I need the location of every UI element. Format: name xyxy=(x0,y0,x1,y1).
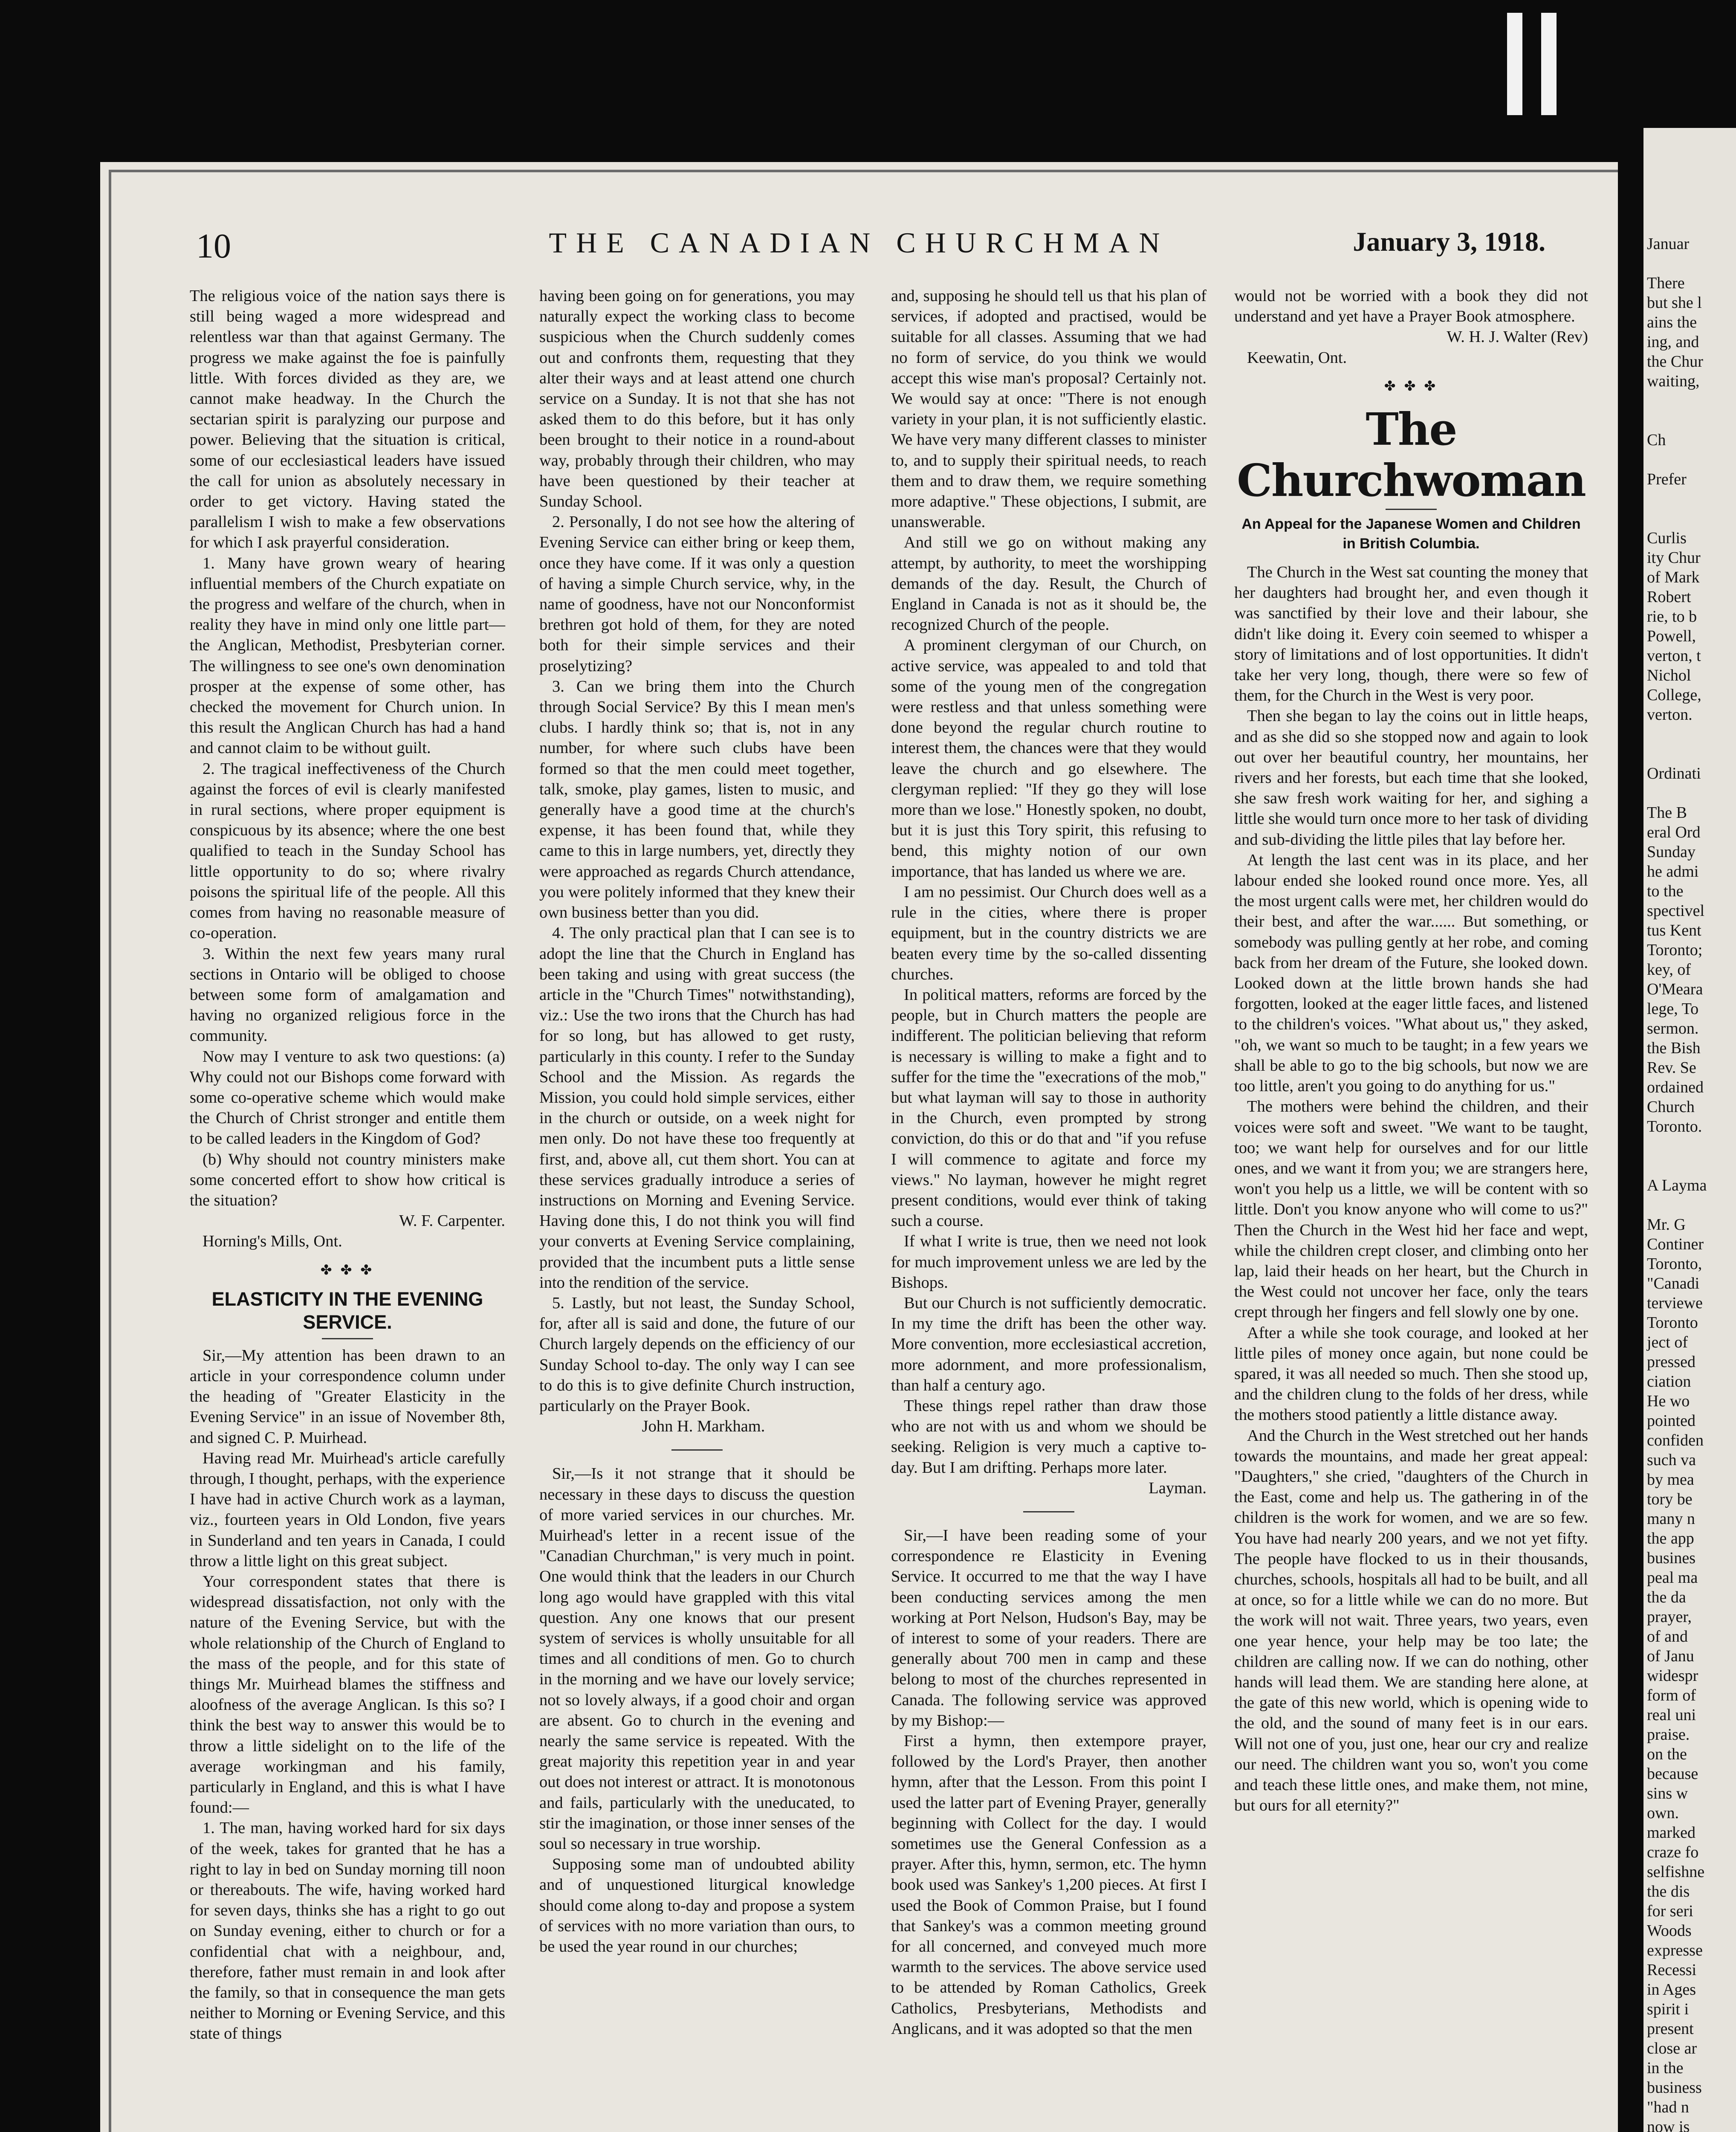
next-page-fragment: Rev. Se xyxy=(1647,1059,1696,1077)
next-page-fragment: real uni xyxy=(1647,1706,1696,1724)
next-page-fragment: prayer, xyxy=(1647,1608,1692,1626)
next-page-fragment: spirit i xyxy=(1647,2000,1689,2018)
next-page-fragment: many n xyxy=(1647,1510,1695,1528)
next-page-fragment: by mea xyxy=(1647,1471,1694,1489)
next-page-fragment: Sunday xyxy=(1647,843,1695,861)
next-page-fragment: Curlis xyxy=(1647,529,1687,547)
letter-markham xyxy=(190,1345,505,2044)
paragraph: Sir,—My attention has been drawn to an article in your correspondence column under the heading of "Greater Elasticity in the Evening Service" in an issue of November 8th, and signed C. P. Muirhead. xyxy=(190,1346,505,1447)
next-page-fragment: in Ages xyxy=(1647,1981,1696,1999)
signature: W. F. Carpenter. xyxy=(399,1212,505,1230)
next-page-fragment: spectivel xyxy=(1647,902,1705,920)
paragraph: Sir,—I have been reading some of your correspondence re Elasticity in Evening Service. It occurred to me that the way I have been conducting services among the men working at Port Nelson, Hudson's Bay, may be of interest to some of your readers. There are generally about 700 men in camp and these belong to most of the churches represented in Canada. The following service was approved by my Bishop:— xyxy=(891,1526,1207,1729)
next-page-fragment: verton. xyxy=(1647,706,1693,724)
next-page-fragment: ity Chur xyxy=(1647,549,1701,567)
next-page-fragment: widespr xyxy=(1647,1667,1698,1685)
ornament: ✤ ✤ ✤ xyxy=(320,1262,375,1277)
paragraph: The religious voice of the nation says there is still being waged a more widespread and relentless war than that against Germany. The progress we make against the foe is painfully little. With forces divided as they are, we cannot make headway. In the Church the sectarian spirit is paralyzing our purpose and power. Believing that the situation is critical, some of our ecclesiastical leaders have issued the call for union as absolutely necessary in order to get victory. Having stated the parallelism I wish to make a few observations for which I ask prayerful consideration. xyxy=(190,287,505,552)
ornament: ✤ ✤ ✤ xyxy=(1384,378,1438,394)
next-page-fragment: for seri xyxy=(1647,1902,1693,1920)
next-page-fragment: marked xyxy=(1647,1824,1695,1842)
next-page-fragment: Toronto; xyxy=(1647,941,1703,959)
section-heading: The Churchwoman xyxy=(1237,403,1586,507)
column-1 xyxy=(190,286,505,2044)
paragraph: 5. Lastly, but not least, the Sunday School, for, after all is said and done, the future of our Church largely depends on the efficiency of our Sunday School to-day. The only way I can see to do this is to give definite Church instruction, particularly on the Prayer Book. xyxy=(539,1294,855,1415)
next-page-fragment: praise. xyxy=(1647,1726,1690,1744)
next-page-fragment: terviewe xyxy=(1647,1294,1703,1312)
column-2 xyxy=(539,286,855,1957)
paragraph: After a while she took courage, and looked at her little piles of money once again, but none could be spared, it was all needed so much. Then she stood up, and the children clung to the folds of her dress, while the mothers stood patiently a little distance away. xyxy=(1234,1324,1588,1424)
next-page-fragment: craze fo xyxy=(1647,1843,1699,1861)
next-page-fragment: of and xyxy=(1647,1628,1688,1645)
next-page-fragment: sins w xyxy=(1647,1784,1688,1802)
paragraph: These things repel rather than draw those who are not with us and whom we should be seeking. Religion is very much a captive to-day. But I am drifting. Perhaps more later. xyxy=(891,1396,1207,1477)
newspaper-page xyxy=(100,162,1618,2132)
next-page-fragment: sermon. xyxy=(1647,1020,1699,1037)
next-page-fragment: pointed xyxy=(1647,1412,1695,1430)
next-page-fragment: Woods xyxy=(1647,1922,1692,1940)
next-page-fragment: waiting, xyxy=(1647,372,1700,390)
next-page-fragment: peal ma xyxy=(1647,1569,1698,1587)
letter-carpenter xyxy=(190,286,505,1252)
paragraph: 4. The only practical plan that I can see is to adopt the line that the Church in England has been taking and using with great success (the article in the "Church Times" notwithstanding), viz.: Use the two irons that the Church has had for so long, but has allowed to get rusty, particularly in this county. I refer to the Sunday School and the Mission. As regards the Mission, you could hold simple services, either in the church or outside, on a week night for men only. Do not have these too frequently at first, and, above all, cut them short. You can at these services gradually introduce a series of instructions on Morning and Evening Service. Having done this, I do not think you will find your converts at Evening Service complaining, provided that the incumbent puts a little sense into the rendition of the service. xyxy=(539,924,855,1292)
paragraph: would not be worried with a book they did not understand and yet have a Prayer Book atmosphere. xyxy=(1234,287,1588,326)
issue-date: January 3, 1918. xyxy=(1353,226,1545,257)
paragraph: (b) Why should not country ministers make some concerted effort to show how critical is the situation? xyxy=(190,1150,505,1209)
next-page-fragment: A Layma xyxy=(1647,1176,1707,1194)
next-page-fragment: the da xyxy=(1647,1588,1686,1606)
next-page-fragment: verton, t xyxy=(1647,647,1701,665)
paragraph: and, supposing he should tell us that his plan of services, if adopted and practised, would be suitable for all classes. Assuming that we had no form of service, do you think we would accept this wise man's proposal? Certainly not. We would say at once: "There is not enough variety in your plan, it is not sufficiently elastic. We have very many different classes to minister to, and to supply their spiritual needs, to reach them and to draw them, we require something more adaptive." These objections, I submit, are unanswerable. xyxy=(891,287,1207,531)
next-page-fragment: Recessi xyxy=(1647,1961,1697,1979)
next-page-fragment: Continer xyxy=(1647,1235,1704,1253)
next-page-fragment: now is xyxy=(1647,2118,1690,2132)
paragraph: Supposing some man of undoubted ability and of unquestioned liturgical knowledge should come along to-day and propose a system of services with no more variation than ours, to be used the year round in our churches; xyxy=(539,1855,855,1956)
paragraph: Sir,—Is it not strange that it should be necessary in these days to discuss the question of more varied services in our churches. Mr. Muirhead's letter in a recent issue of the "Canadian Churchman," is very much in point. One would think that the leaders in our Church long ago would have grappled with this vital question. Any one knows that our present system of services is wholly unsuitable for all times and all conditions of men. Go to church in the morning and we have our lovely service; not so lovely always, if a good choir and organ are absent. Go to church in the evening and nearly the same service is repeated. With the great majority this repetition year in and year out does not interest or attract. It is monotonous and fails, particularly with the uneducated, to stir the imagination, or those inner senses of the soul so necessary in true worship. xyxy=(539,1465,855,1853)
paragraph: A prominent clergyman of our Church, on active service, was appealed to and told that some of the young men of the congregation were restless and that unless something were done beyond the regular church routine to interest them, the chances were that they would leave the church and go elsewhere. The clergyman replied: "If they go they will lose more than we lose." Honestly spoken, no doubt, but it is just this Tory spirit, this refusing to bend, this mighty notion of our own importance, that has landed us where we are. xyxy=(891,636,1207,881)
place-line: Keewatin, Ont. xyxy=(1247,348,1347,367)
next-page-fragment: key, of xyxy=(1647,961,1691,979)
paragraph: And the Church in the West stretched out her hands towards the mountains, and made her great appeal: "Daughters," she cried, "daughters of the Church in the East, come and help us. The gathering in of the children is the work for women, and we are so few. You have had nearly 200 years, and we not yet fifty. The people have flocked to us in their thousands, churches, schools, hospitals all had to be built, and all at once, so for a little while we can do no more. But the work will not wait. Three years, two years, even one year hence, your help may be too late; the children are calling now. If we can do nothing, other hands will lead them. We are standing here alone, at the gate of this new world, which is opening wide to the old, and the sound of many feet is in our ears. Will not one of you, just one, hear our cry and realize our need. The children want you so, won't you come and teach these little ones, and make them, not mine, but ours for all eternity?" xyxy=(1234,1426,1588,1815)
next-page-fragment: Mr. G xyxy=(1647,1216,1686,1234)
next-page-fragment: Robert xyxy=(1647,588,1691,606)
next-page-fragment: of Mark xyxy=(1647,568,1700,586)
next-page-fragment: to the xyxy=(1647,882,1684,900)
next-page-fragment: Ordinati xyxy=(1647,765,1701,782)
next-page-fragment: expresse xyxy=(1647,1941,1703,1959)
page-number: 10 xyxy=(196,226,231,265)
next-page-fragment: Powell, xyxy=(1647,627,1696,645)
next-page-fragment: the Bish xyxy=(1647,1039,1701,1057)
column-3 xyxy=(891,286,1207,2039)
next-page-fragment: ject of xyxy=(1647,1333,1688,1351)
paragraph: At length the last cent was in its place, and her labour ended she looked round once more. Yes, all the most urgent calls were met, her children would do their best, and after the war...... But something, or somebody was pulling gently at her robe, and coming back from her dream of the Future, she looked down. Looked down at the little brown hands she had forgotten, looked at the eager little faces, and listened to the children's voices. "What about us," they asked, "oh, we want so much to be taught; in a few years we shall be able to go to the big schools, but now we are too little, aren't you going to do anything for us." xyxy=(1234,851,1588,1095)
scan-marker xyxy=(1541,13,1557,115)
next-page-fragment: selfishne xyxy=(1647,1863,1705,1881)
next-page-fragment: because xyxy=(1647,1765,1698,1783)
next-page-fragment: College, xyxy=(1647,686,1701,704)
next-page-fragment: pressed xyxy=(1647,1353,1695,1371)
page-header xyxy=(100,226,1618,277)
paragraph: First a hymn, then extempore prayer, followed by the Lord's Prayer, then another hymn, after that the Lesson. From this point I used the latter part of Evening Prayer, generally beginning with Collect for the day. I would sometimes use the General Confession as a prayer. After this, hymn, sermon, etc. The hymn book used was Sankey's 1,200 pieces. At first I used the Book of Common Praise, but I found that Sankey's was a common meeting ground for all concerned, and conveyed much more warmth to the services. The above service used to be attended by Roman Catholics, Greek Catholics, Presbyterians, Methodists and Anglicans, and it was adopted so that the men xyxy=(891,1732,1207,2038)
next-page-fragment: the app xyxy=(1647,1529,1694,1547)
next-page-fragment: he admi xyxy=(1647,863,1699,881)
signature: John H. Markham. xyxy=(642,1417,765,1436)
paragraph: 2. The tragical ineffectiveness of the Church against the forces of evil is clearly manifested in rural sections, where proper equipment is conspicuous by its absence; where the one best qualified to teach in the Sunday School has little opportunity to do so; where rivalry poisons the spiritual life of the people. All this comes from having no reasonable measure of co-operation. xyxy=(190,759,505,942)
newspaper-title: THE CANADIAN CHURCHMAN xyxy=(549,226,1169,259)
next-page-fragment: business xyxy=(1647,2079,1702,2097)
separator-rule xyxy=(1386,509,1437,510)
paragraph: having been going on for generations, you may naturally expect the working class to become suspicious when the Church suddenly comes out and confronts them, requesting that they alter their ways and at least attend one church service on a Sunday. It is not that she has not asked them to do this before, but it has only been brought to their notice in a round-about way, probably through their children, who may have been questioned by their teacher at Sunday School. xyxy=(539,287,855,511)
paragraph: The mothers were behind the children, and their voices were soft and sweet. "We want to be taught, too; we want help for ourselves and for our little ones, and we want it from you; we are strangers here, won't you help us a little, we will be content with so little. Don't you know anyone who will come to us?" Then the Church in the West hid her face and wept, while the children crept closer, and climbing onto her lap, laid their heads on her heart, but the Church in the West could not uncover her face, only the tears crept through her fingers and fell slowly one by one. xyxy=(1234,1098,1588,1321)
paragraph: 3. Can we bring them into the Church through Social Service? By this I mean men's clubs. I hardly think so; that is, not in any number, for where such clubs have been formed so that the men could meet together, talk, smoke, play games, listen to music, and generally have a good time at the church's expense, it has been found that, while they came to this in large numbers, yet, directly they were approached as regards Church attendance, you were politely informed that they knew their own business better than you did. xyxy=(539,677,855,922)
next-page-fragment: ing, and xyxy=(1647,333,1699,351)
paragraph: Your correspondent states that there is widespread dissatisfaction, not only with the nature of the Evening Service, but with the whole relationship of the Church of England to the mass of the people, and for this state of things Mr. Muirhead blames the stiffness and aloofness of the average Anglican. Is this so? I think the best way to answer this would be to throw a little sidelight on to the life of the average workingman and his family, particularly in England, and this is what I have found:— xyxy=(190,1572,505,1817)
next-page-fragment: "Canadi xyxy=(1647,1275,1700,1292)
next-page-fragment: O'Meara xyxy=(1647,980,1703,998)
next-page-fragment: Januar xyxy=(1647,235,1690,253)
next-page-fragment: He wo xyxy=(1647,1392,1690,1410)
next-page-fragment: on the xyxy=(1647,1745,1687,1763)
next-page-fragment: such va xyxy=(1647,1451,1696,1469)
paragraph: Then she began to lay the coins out in little heaps, and as she did so she stopped now and again to look out over her beautiful country, her mountains, her rivers and her forests, but each time that she looked, she saw fresh work waiting for her, and sighing a little she would turn once more to her task of dividing and sub-dividing the little piles that lay before her. xyxy=(1234,707,1588,849)
next-page-fragment: Prefer xyxy=(1647,470,1687,488)
next-page-fragment: Nichol xyxy=(1647,666,1691,684)
next-page-fragment: the dis xyxy=(1647,1883,1690,1900)
next-page-fragment: There xyxy=(1647,274,1685,292)
scan-marker xyxy=(1507,13,1522,115)
paragraph: 1. The man, having worked hard for six days of the week, takes for granted that he has a right to lay in bed on Sunday morning till noon or thereabouts. The wife, having worked hard for seven days, thinks she has a right to go out on Sunday evening, either to church or for a confidential chat with a neighbour, and, therefore, father must remain in and look after the family, so that in consequence the man gets neither to Morning or Evening Service, and this state of things xyxy=(190,1819,505,2043)
paragraph: But our Church is not sufficiently democratic. In my time the drift has been the other way. More convention, more ecclesiastical accretion, more adornment, and more professionalism, than half a century ago. xyxy=(891,1294,1207,1394)
next-page-fragment: tus Kent xyxy=(1647,921,1701,939)
next-page-fragment: Toronto xyxy=(1647,1314,1698,1332)
next-page-fragment: Church xyxy=(1647,1098,1695,1116)
next-page-fragment: ciation xyxy=(1647,1373,1691,1390)
place-line: Horning's Mills, Ont. xyxy=(203,1232,342,1251)
next-page-fragment: busines xyxy=(1647,1549,1695,1567)
separator-rule xyxy=(671,1449,723,1451)
signature: Layman. xyxy=(1149,1479,1207,1497)
next-page-fragment: in the xyxy=(1647,2059,1684,2077)
paragraph: The Church in the West sat counting the money that her daughters had brought her, and even though it was sanctified by their love and their labour, she didn't like doing it. Every coin seemed to whisper a story of limitations and of lost opportunities. It didn't take her very long, though, there were so few of them, for the Church in the West is very poor. xyxy=(1234,563,1588,705)
paragraph: 1. Many have grown weary of hearing influential members of the Church expatiate on the progress and welfare of the church, when in reality they have in mind only one little part—the Anglican, Methodist, Presbyterian corner. The willingness to see one's own denomination prosper at the expense of some other, has checked the movement for Church union. In this result the Anglican Church has had a hand and cannot claim to be without guilt. xyxy=(190,554,505,757)
next-page-fragment: own. xyxy=(1647,1804,1679,1822)
separator-rule xyxy=(1023,1511,1074,1512)
paragraph: Having read Mr. Muirhead's article carefully through, I thought, perhaps, with the experience I have had in active Church work as a layman, viz., fourteen years in Old London, five years in Sunderland and ten years in Canada, I could throw a little light on this great subject. xyxy=(190,1449,505,1570)
column-4 xyxy=(1234,286,1588,1816)
next-page-fragment: lege, To xyxy=(1647,1000,1699,1018)
next-page-fragment: ordained xyxy=(1647,1078,1704,1096)
next-page-fragment: Toronto, xyxy=(1647,1255,1702,1273)
next-page-fragment: The B xyxy=(1647,804,1687,822)
next-page-fragment: rie, to b xyxy=(1647,608,1697,626)
next-page-fragment: "had n xyxy=(1647,2098,1689,2116)
next-page-fragment: confiden xyxy=(1647,1431,1704,1449)
next-page-fragment: present xyxy=(1647,2020,1694,2038)
paragraph: In political matters, reforms are forced by the people, but in Church matters the people are indifferent. The politician believing that reform is necessary is willing to make a fight and to suffer for the time the "execrations of the mob," but what layman will say to those in authority in the Church, even prompted by strong conviction, do this or do that and "if you refuse I will commence to agitate and force my views." No layman, however he might regret present conditions, would ever think of taking such a course. xyxy=(891,985,1207,1230)
next-page-fragment: form of xyxy=(1647,1686,1696,1704)
paragraph: 2. Personally, I do not see how the altering of Evening Service can either bring or keep them, once they have come. If it was only a question of having a simple Church service, why, in the name of goodness, have not our Nonconformist brethren got hold of them, for they are noted both for their simple services and their proselytizing? xyxy=(539,513,855,675)
paragraph: 3. Within the next few years many rural sections in Ontario will be obliged to choose between some form of amalgamation and having no organized religious force in the community. xyxy=(190,944,505,1045)
next-page-fragment: the Chur xyxy=(1647,353,1703,371)
next-page-fragment: Ch xyxy=(1647,431,1666,449)
next-page-fragment: ains the xyxy=(1647,313,1697,331)
article-headline: ELASTICITY IN THE EVENING SERVICE. xyxy=(211,1288,483,1333)
paragraph: And still we go on without making any attempt, by authority, to meet the worshipping demands of the day. Result, the Church of England in Canada is not as it should be, the recognized Church of the people. xyxy=(891,533,1207,634)
next-page-edge xyxy=(1643,128,1736,2132)
paragraph: If what I write is true, then we need not look for much improvement unless we are led by the Bishops. xyxy=(891,1232,1207,1292)
next-page-fragment: eral Ord xyxy=(1647,823,1701,841)
paragraph: I am no pessimist. Our Church does well as a rule in the cities, where there is proper equipment, but in the country districts we are beaten every time by the so-called dissenting churches. xyxy=(891,883,1207,983)
section-subheading: An Appeal for the Japanese Women and Children in British Columbia. xyxy=(1241,516,1581,552)
next-page-fragment: of Janu xyxy=(1647,1647,1694,1665)
next-page-fragment: but she l xyxy=(1647,294,1702,312)
next-page-fragment: Toronto. xyxy=(1647,1118,1702,1136)
signature: W. H. J. Walter (Rev) xyxy=(1447,328,1588,346)
separator-rule xyxy=(322,1338,373,1339)
next-page-fragment: close ar xyxy=(1647,2039,1697,2057)
paragraph: Now may I venture to ask two questions: (a) Why could not our Bishops come forward with some co-operative scheme which would make the Church of Christ stronger and entitle them to be called leaders in the Kingdom of God? xyxy=(190,1047,505,1148)
next-page-fragment: tory be xyxy=(1647,1490,1693,1508)
